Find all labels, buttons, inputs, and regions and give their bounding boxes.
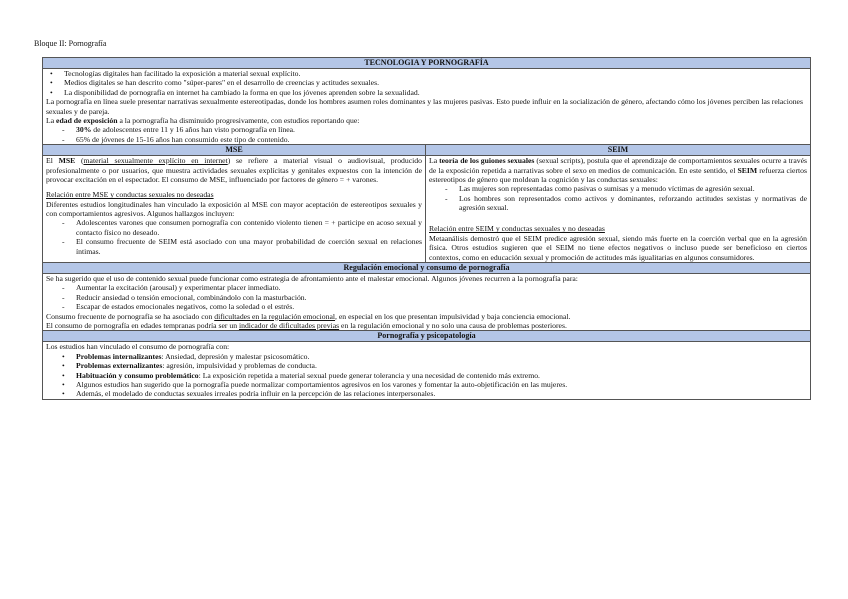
emo-paragraph: El consumo de pornografía en edades tempranas podría ser un indicador de dificultades previas en la regulación emocional y no solo una causa de problemas posteriores.	[46, 320, 567, 330]
psy-item: • Además, el modelado de conductas sexuales irreales podría influir en la percepción de las relaciones interpersonales.	[76, 389, 807, 398]
emo-paragraph: Consumo frecuente de pornografía se ha asociado con dificultades en la regulación emocional, en especial en los que presentan impulsividad y baja conciencia emocional.	[46, 311, 571, 321]
tech-stat: - 65% de jóvenes de 15-16 años han consumido este tipo de contenido.	[76, 135, 807, 144]
seim-theory: La teoría de los guiones sexuales (sexual scripts), postula que el aprendizaje de comportamientos sexuales ocurre a través de la exposición repetida a narrativas sobre el sexo en medios de comunicación. En este sentido, el SEIM refuerza ciertos estereotipos de género que moldean la cognición y las conductas sexuales:	[429, 156, 807, 184]
section-header-seim: SEIM	[426, 145, 811, 156]
mse-relation-title: Relación entre MSE y conductas sexuales no deseadas	[46, 190, 214, 200]
mse-item: - El consumo frecuente de SEIM está asociado con una mayor probabilidad de coerción sexual en relaciones íntimas.	[76, 237, 422, 256]
seim-item: - Las mujeres son representadas como pasivas o sumisas y a menudo víctimas de agresión sexual.	[459, 184, 807, 193]
psy-item: • Problemas externalizantes: agresión, impulsividad y problemas de conducta.	[76, 361, 807, 370]
tech-paragraph: La pornografía en línea suele presentar narrativas sexualmente estereotipadas, donde los hombres asumen roles dominantes y las mujeres pasivas. Esto puede influir en la socialización de género, afectando cómo los jóvenes perciben las relaciones sexuales y de pareja.	[46, 97, 803, 116]
emo-item: - Aumentar la excitación (arousal) y experimentar placer inmediato.	[76, 283, 807, 292]
seim-item: - Los hombres son representados como activos y dominantes, reforzando actitudes sexistas y normativas de agresión sexual.	[459, 194, 807, 213]
section-header-psychopathology: Pornografía y psicopatología	[43, 331, 811, 342]
tech-bullet: • Tecnologías digitales han facilitado la exposición a material sexual explícito.	[64, 69, 807, 78]
section-body-mse	[43, 156, 426, 263]
psy-item: • Problemas internalizantes: Ansiedad, depresión y malestar psicosomático.	[76, 352, 807, 361]
tech-bullet: • Medios digitales se han descrito como "súper-pares" en el desarrollo de creencias y actitudes sexuales.	[64, 78, 807, 87]
emo-item: - Escapar de estados emocionales negativos, como la soledad o el estrés.	[76, 302, 807, 311]
tech-exposure-paragraph: La edad de exposición a la pornografía ha disminuido progresivamente, con estudios reportando que:	[46, 115, 360, 125]
mse-definition: El MSE (material sexualmente explícito en internet) se refiere a material visual o audiovisual, producido profesionalmente o por usuarios, que muestra actividades sexuales explícitas y genitales expuestos con la intención de provocar excitación en el espectador. El consumo de MSE, influenciado por factores de género = + varones.	[46, 156, 422, 184]
seim-relation-text: Metaanálisis demostró que el SEIM predice agresión sexual, siendo más fuerte en la coerción verbal que en la agresión física. Otros estudios sugieren que el SEIM no tiene efectos negativos o incluso puede ser beneficioso en ciertos contextos, como en educación sexual y promoción de actitudes más igualitarias en algunos consumidores.	[429, 233, 807, 262]
section-header-tech: TECNOLOGIA Y PORNOGRAFÍA	[43, 58, 811, 69]
section-body-tech	[43, 69, 811, 145]
section-body-psychopathology	[43, 342, 811, 399]
content-table	[42, 57, 811, 400]
psy-item: • Habituación y consumo problemático: La exposición repetida a material sexual puede generar tolerancia y una necesidad de contenido más extremo.	[76, 371, 807, 380]
section-header-emotional: Regulación emocional y consumo de pornografía	[43, 263, 811, 274]
tech-bullet: • La disponibilidad de pornografía en internet ha cambiado la forma en que los jóvenes aprenden sobre la sexualidad.	[64, 88, 807, 97]
seim-relation-title: Relación entre SEIM y conductas sexuales y no deseadas	[429, 224, 605, 234]
section-body-emotional	[43, 274, 811, 331]
mse-item: - Adolescentes varones que consumen pornografía con contenido violento tienen = + participe en acoso sexual y contacto físico no deseado.	[76, 218, 422, 237]
section-body-seim	[426, 156, 811, 263]
psy-intro: Los estudios han vinculado el consumo de pornografía con:	[46, 342, 230, 352]
mse-relation-text: Diferentes estudios longitudinales han vinculado la exposición al MSE con mayor aceptación de estereotipos sexuales y con comportamientos agresivos. Algunos hallazgos incluyen:	[46, 199, 422, 219]
emo-item: - Reducir ansiedad o tensión emocional, combinándolo con la masturbación.	[76, 293, 807, 302]
section-header-mse: MSE	[43, 145, 426, 156]
psy-item: • Algunos estudios han sugerido que la pornografía puede normalizar comportamientos agresivos en los varones y fomentar la auto-objetificación en las mujeres.	[76, 380, 807, 389]
page-header: Bloque II: Pornografía	[34, 39, 107, 48]
tech-stat: - 30% de adolescentes entre 11 y 16 años han visto pornografía en línea.	[76, 125, 807, 134]
emo-intro: Se ha sugerido que el uso de contenido sexual puede funcionar como estrategia de afrontamiento ante el malestar emocional. Algunos jóvenes recurren a la pornografía para:	[46, 274, 578, 284]
